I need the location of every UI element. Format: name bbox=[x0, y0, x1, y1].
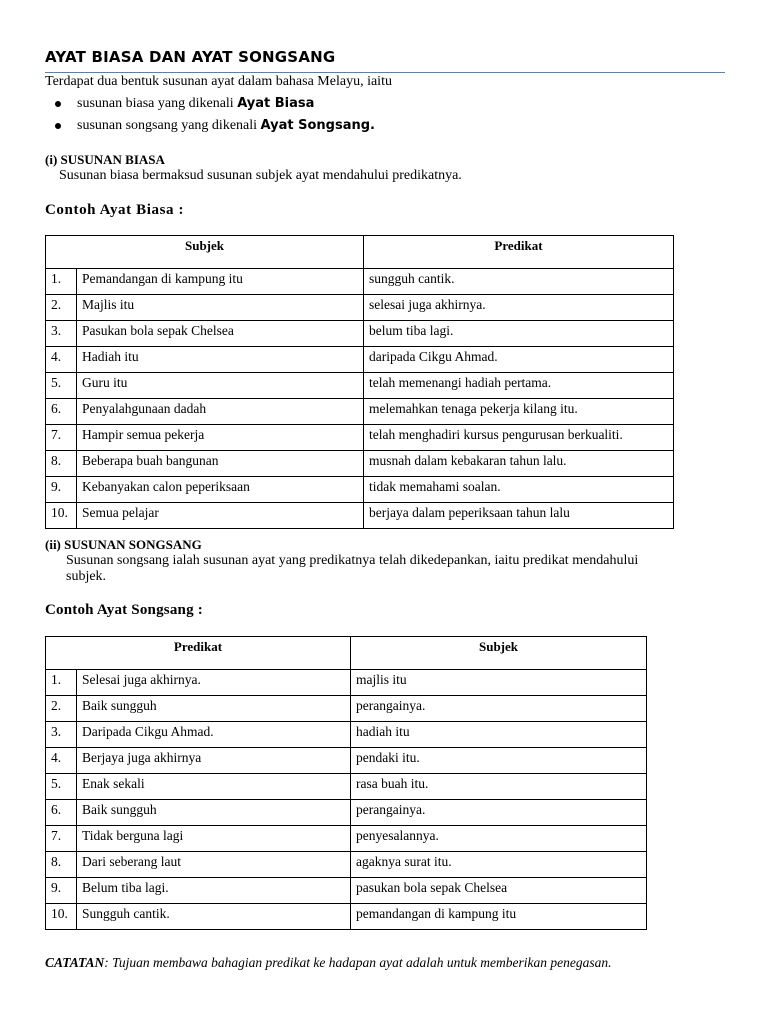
note-label: CATATAN bbox=[45, 955, 105, 970]
ayat-songsang-rows bbox=[46, 670, 647, 930]
row-cell-second: penyesalannya. bbox=[351, 826, 647, 852]
row-number: 8. bbox=[46, 451, 77, 477]
table-row bbox=[46, 373, 674, 399]
row-number: 2. bbox=[46, 696, 77, 722]
row-number: 9. bbox=[46, 477, 77, 503]
row-cell-second: selesai juga akhirnya. bbox=[364, 295, 674, 321]
row-cell-first: Majlis itu bbox=[77, 295, 364, 321]
row-cell-first: Penyalahgunaan dadah bbox=[77, 399, 364, 425]
row-cell-first: Baik sungguh bbox=[77, 800, 351, 826]
row-cell-first: Selesai juga akhirnya. bbox=[77, 670, 351, 696]
row-cell-second: pemandangan di kampung itu bbox=[351, 904, 647, 930]
row-cell-second: perangainya. bbox=[351, 800, 647, 826]
bullet-item-ayat-biasa bbox=[55, 94, 375, 116]
row-cell-first: Daripada Cikgu Ahmad. bbox=[77, 722, 351, 748]
row-cell-first: Baik sungguh bbox=[77, 696, 351, 722]
row-number: 3. bbox=[46, 722, 77, 748]
table-row bbox=[46, 269, 674, 295]
table-row bbox=[46, 904, 647, 930]
row-cell-second: belum tiba lagi. bbox=[364, 321, 674, 347]
row-cell-second: sungguh cantik. bbox=[364, 269, 674, 295]
row-number: 6. bbox=[46, 399, 77, 425]
column-header-subjek: Subjek bbox=[351, 637, 647, 670]
table-row bbox=[46, 321, 674, 347]
row-cell-first: Guru itu bbox=[77, 373, 364, 399]
table-row bbox=[46, 451, 674, 477]
bullet-item-ayat-songsang bbox=[55, 116, 375, 138]
note-text: : Tujuan membawa bahagian predikat ke hadapan ayat adalah untuk memberikan penegasan. bbox=[104, 955, 612, 970]
note bbox=[45, 955, 611, 971]
intro-text: Terdapat dua bentuk susunan ayat dalam bahasa Melayu, iaitu bbox=[45, 74, 392, 89]
row-cell-first: Pasukan bola sepak Chelsea bbox=[77, 321, 364, 347]
bullet-icon bbox=[55, 101, 61, 107]
table-header-row bbox=[46, 236, 674, 269]
bullet-text: susunan biasa yang dikenali bbox=[77, 96, 238, 111]
table-row bbox=[46, 295, 674, 321]
bullet-icon bbox=[55, 123, 61, 129]
row-cell-first: Hampir semua pekerja bbox=[77, 425, 364, 451]
table-header-row bbox=[46, 637, 647, 670]
row-number: 1. bbox=[46, 269, 77, 295]
row-number: 7. bbox=[46, 826, 77, 852]
title-underline bbox=[45, 72, 725, 73]
column-header-subjek: Subjek bbox=[46, 236, 364, 269]
table-row bbox=[46, 748, 647, 774]
row-cell-first: Tidak berguna lagi bbox=[77, 826, 351, 852]
row-number: 5. bbox=[46, 373, 77, 399]
bullet-emphasis: Ayat Biasa bbox=[237, 96, 315, 111]
row-cell-second: melemahkan tenaga pekerja kilang itu. bbox=[364, 399, 674, 425]
table-row bbox=[46, 503, 674, 529]
row-cell-second: pasukan bola sepak Chelsea bbox=[351, 878, 647, 904]
row-cell-first: Enak sekali bbox=[77, 774, 351, 800]
table-row bbox=[46, 477, 674, 503]
bullet-text: susunan songsang yang dikenali bbox=[77, 118, 261, 133]
row-number: 7. bbox=[46, 425, 77, 451]
row-number: 3. bbox=[46, 321, 77, 347]
row-cell-second: tidak memahami soalan. bbox=[364, 477, 674, 503]
row-cell-second: hadiah itu bbox=[351, 722, 647, 748]
row-number: 4. bbox=[46, 748, 77, 774]
row-cell-first: Belum tiba lagi. bbox=[77, 878, 351, 904]
table-row bbox=[46, 425, 674, 451]
page-title: AYAT BIASA DAN AYAT SONGSANG bbox=[45, 48, 336, 66]
row-number: 8. bbox=[46, 852, 77, 878]
section2-heading: (ii) SUSUNAN SONGSANG bbox=[45, 537, 202, 552]
row-number: 5. bbox=[46, 774, 77, 800]
table-row bbox=[46, 800, 647, 826]
section2-example-heading: Contoh Ayat Songsang : bbox=[45, 602, 203, 618]
row-cell-second: telah memenangi hadiah pertama. bbox=[364, 373, 674, 399]
row-number: 6. bbox=[46, 800, 77, 826]
row-cell-second: perangainya. bbox=[351, 696, 647, 722]
row-cell-first: Sungguh cantik. bbox=[77, 904, 351, 930]
row-cell-first: Pemandangan di kampung itu bbox=[77, 269, 364, 295]
table-row bbox=[46, 399, 674, 425]
row-number: 2. bbox=[46, 295, 77, 321]
column-header-predikat: Predikat bbox=[46, 637, 351, 670]
row-cell-second: berjaya dalam peperiksaan tahun lalu bbox=[364, 503, 674, 529]
table-row bbox=[46, 347, 674, 373]
row-cell-first: Hadiah itu bbox=[77, 347, 364, 373]
row-cell-second: musnah dalam kebakaran tahun lalu. bbox=[364, 451, 674, 477]
row-cell-first: Dari seberang laut bbox=[77, 852, 351, 878]
ayat-biasa-rows bbox=[46, 269, 674, 529]
row-number: 10. bbox=[46, 503, 77, 529]
section1-heading: (i) SUSUNAN BIASA bbox=[45, 152, 165, 167]
row-cell-second: telah menghadiri kursus pengurusan berkualiti. bbox=[364, 425, 674, 451]
row-number: 1. bbox=[46, 670, 77, 696]
row-cell-first: Kebanyakan calon peperiksaan bbox=[77, 477, 364, 503]
row-cell-second: majlis itu bbox=[351, 670, 647, 696]
row-cell-second: rasa buah itu. bbox=[351, 774, 647, 800]
ayat-biasa-table bbox=[45, 235, 674, 529]
section1-example-heading: Contoh Ayat Biasa : bbox=[45, 202, 185, 218]
bullet-emphasis: Ayat Songsang. bbox=[260, 118, 375, 133]
section1-text: Susunan biasa bermaksud susunan subjek ayat mendahului predikatnya. bbox=[59, 168, 462, 183]
table-row bbox=[46, 878, 647, 904]
section2-text: Susunan songsang ialah susunan ayat yang predikatnya telah dikedepankan, iaitu predikat mendahului subjek. bbox=[66, 553, 639, 584]
row-number: 10. bbox=[46, 904, 77, 930]
row-cell-first: Beberapa buah bangunan bbox=[77, 451, 364, 477]
row-cell-first: Berjaya juga akhirnya bbox=[77, 748, 351, 774]
row-cell-second: agaknya surat itu. bbox=[351, 852, 647, 878]
table-row bbox=[46, 852, 647, 878]
row-cell-first: Semua pelajar bbox=[77, 503, 364, 529]
column-header-predikat: Predikat bbox=[364, 236, 674, 269]
row-cell-second: pendaki itu. bbox=[351, 748, 647, 774]
ayat-songsang-table bbox=[45, 636, 647, 930]
table-row bbox=[46, 696, 647, 722]
bullet-list bbox=[55, 94, 375, 138]
table-row bbox=[46, 826, 647, 852]
row-number: 4. bbox=[46, 347, 77, 373]
table-row bbox=[46, 722, 647, 748]
row-number: 9. bbox=[46, 878, 77, 904]
table-row bbox=[46, 774, 647, 800]
table-row bbox=[46, 670, 647, 696]
row-cell-second: daripada Cikgu Ahmad. bbox=[364, 347, 674, 373]
